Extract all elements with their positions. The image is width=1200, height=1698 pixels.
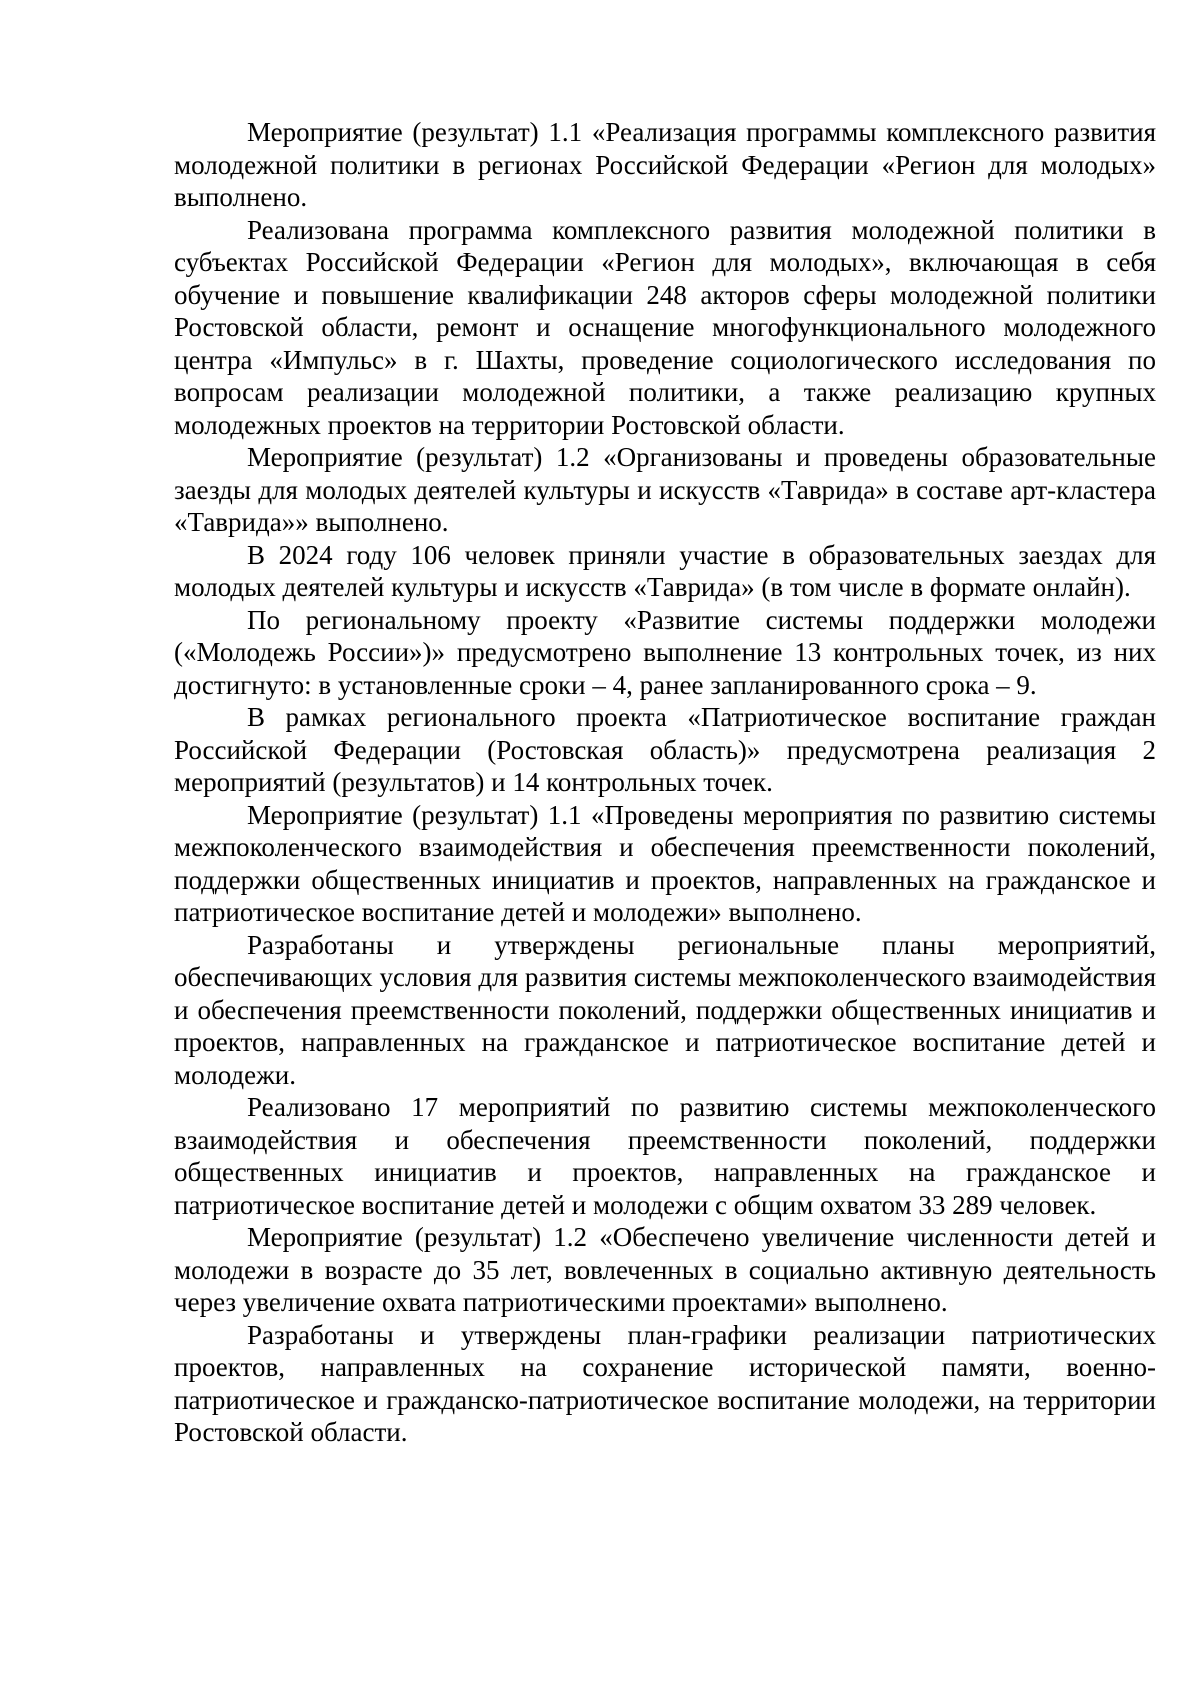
- paragraph-2: Реализована программа комплексного развития молодежной политики в субъектах Российской Федерации «Регион для молодых», включающая в себя обучение и повышение квалификации 248 акторов сферы молодежной политики Ростовской области, ремонт и оснащение многофункционального молодежного центра «Импульс» в г. Шахты, проведение социологического исследования по вопросам реализации молодежной политики, а также реализацию крупных молодежных проектов на территории Ростовской области.: [174, 214, 1156, 440]
- paragraph-5: По региональному проекту «Развитие системы поддержки молодежи («Молодежь России»)» предусмотрено выполнение 13 контрольных точек, из них достигнуто: в установленные сроки – 4, ранее запланированного срока – 9.: [174, 604, 1156, 700]
- paragraph-7: Мероприятие (результат) 1.1 «Проведены мероприятия по развитию системы межпоколенческого взаимодействия и обеспечения преемственности поколений, поддержки общественных инициатив и проектов, направленных на гражданское и патриотическое воспитание детей и молодежи» выполнено.: [174, 799, 1156, 927]
- paragraph-4: В 2024 году 106 человек приняли участие в образовательных заездах для молодых деятелей культуры и искусств «Таврида» (в том числе в формате онлайн).: [174, 539, 1156, 602]
- paragraph-3: Мероприятие (результат) 1.2 «Организованы и проведены образовательные заезды для молодых деятелей культуры и искусств «Таврида» в составе арт-кластера «Таврида»» выполнено.: [174, 442, 1156, 537]
- paragraph-6: В рамках регионального проекта «Патриотическое воспитание граждан Российской Федерации (Ростовская область)» предусмотрена реализация 2 мероприятий (результатов) и 14 контрольных точек.: [174, 702, 1156, 797]
- paragraph-1: Мероприятие (результат) 1.1 «Реализация программы комплексного развития молодежной политики в регионах Российской Федерации «Регион для молодых» выполнено.: [174, 117, 1156, 212]
- paragraph-11: Разработаны и утверждены план-графики реализации патриотических проектов, направленных на сохранение исторической памяти, военно-патриотическое и гражданско-патриотическое воспитание молодежи, на территории Ростовской области.: [174, 1319, 1156, 1447]
- paragraph-8: Разработаны и утверждены региональные планы мероприятий, обеспечивающих условия для развития системы межпоколенческого взаимодействия и обеспечения преемственности поколений, поддержки общественных инициатив и проектов, направленных на гражданское и патриотическое воспитание детей и молодежи.: [174, 929, 1156, 1090]
- document-body: [174, 116, 1156, 1449]
- paragraph-10: Мероприятие (результат) 1.2 «Обеспечено увеличение численности детей и молодежи в возрасте до 35 лет, вовлеченных в социально активную деятельность через увеличение охвата патриотическими проектами» выполнено.: [174, 1222, 1156, 1317]
- paragraph-9: Реализовано 17 мероприятий по развитию системы межпоколенческого взаимодействия и обеспечения преемственности поколений, поддержки общественных инициатив и проектов, направленных на гражданское и патриотическое воспитание детей и молодежи с общим охватом 33 289 человек.: [174, 1092, 1156, 1220]
